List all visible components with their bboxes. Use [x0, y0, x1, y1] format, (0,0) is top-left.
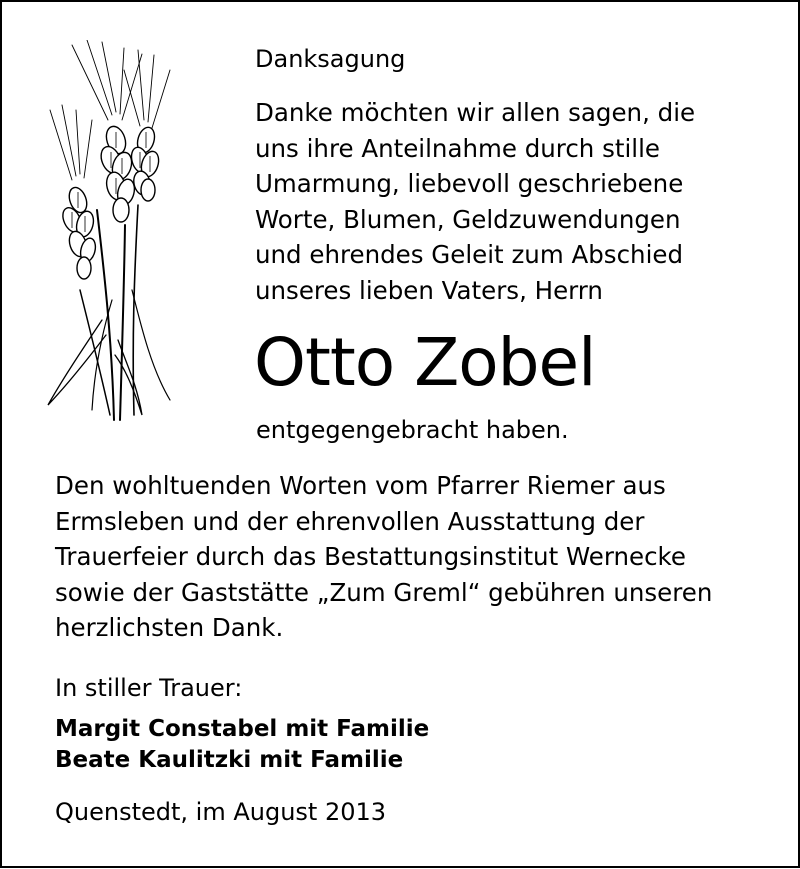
heading-danksagung: Danksagung [255, 45, 406, 73]
place-date: Quenstedt, im August 2013 [55, 798, 387, 826]
family-name-1: Margit Constabel mit Familie [55, 716, 430, 742]
wheat-ears-icon [42, 40, 177, 425]
family-name-2: Beate Kaulitzki mit Familie [55, 747, 404, 773]
deceased-name: Otto Zobel [254, 324, 596, 401]
mourning-label: In stiller Trauer: [55, 674, 243, 702]
intro-line: und ehrendes Geleit zum Abschied [255, 240, 683, 269]
intro-line: unseres lieben Vaters, Herrn [255, 275, 603, 305]
thanks-line: Den wohltuenden Worten vom Pfarrer Riemer aus [55, 471, 666, 500]
thanks-line: herzlichsten Dank. [55, 613, 284, 642]
intro-line: Umarmung, liebevoll geschriebene [255, 169, 684, 198]
intro-line: uns ihre Anteilnahme durch stille [255, 133, 660, 163]
intro-line: Worte, Blumen, Geldzuwendungen [255, 204, 681, 234]
thanks-paragraph [55, 468, 749, 646]
after-name-text: entgegengebracht haben. [256, 416, 569, 444]
intro-paragraph [255, 95, 748, 308]
thanks-line: sowie der Gaststätte „Zum Greml“ gebühren unseren [55, 577, 713, 607]
thanks-line: Ermsleben und der ehrenvollen Ausstattung der [55, 506, 645, 536]
thanks-line: Trauerfeier durch das Bestattungsinstitut Wernecke [55, 542, 686, 571]
intro-line: Danke möchten wir allen sagen, die [255, 98, 696, 127]
